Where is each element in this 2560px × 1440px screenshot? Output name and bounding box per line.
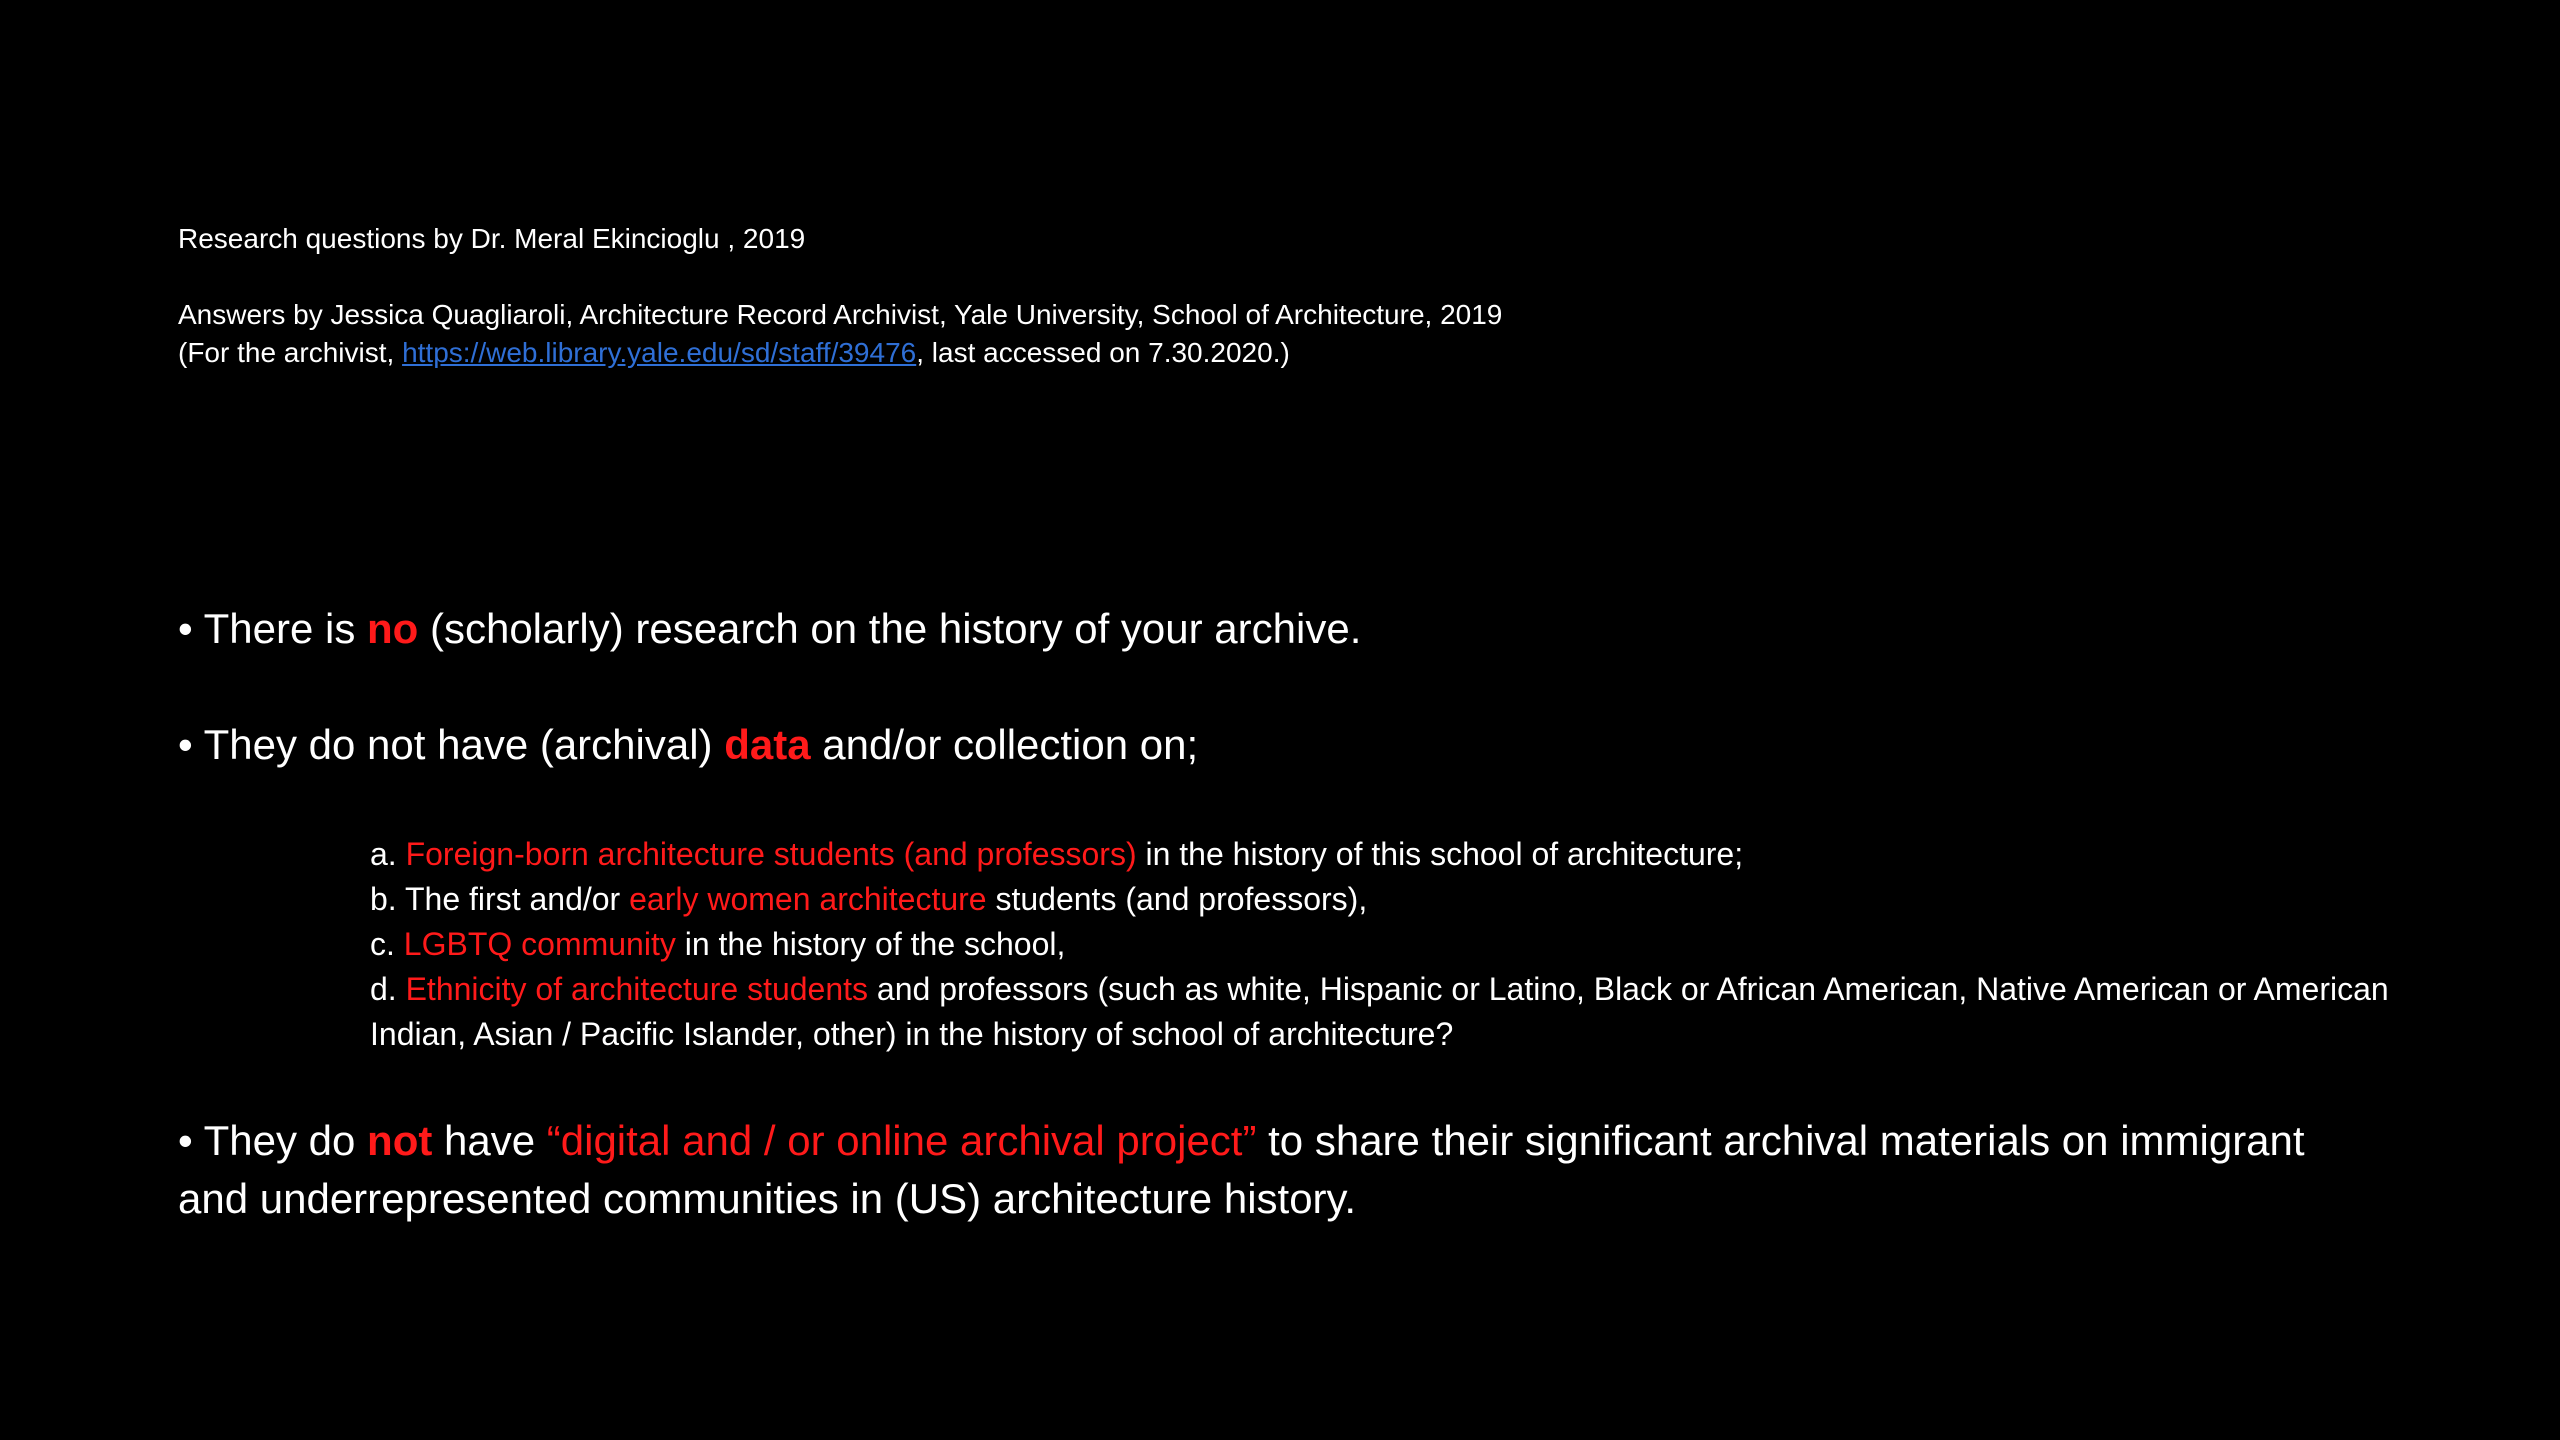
archivist-prefix: (For the archivist, (178, 337, 403, 368)
sub-item-early-women (370, 877, 2400, 922)
sub-item-a-suffix: in the history of this school of architecture; (1136, 836, 1744, 872)
research-questions-line (178, 220, 2378, 258)
sub-item-b-suffix: students (and professors), (986, 881, 1368, 917)
sub-item-lgbtq (370, 922, 2400, 967)
sub-item-a-highlight: Foreign-born architecture students (and professors) (405, 836, 1137, 872)
bullet-no-data (178, 716, 1198, 774)
bullet-2-highlight: data (724, 721, 811, 768)
archivist-suffix: , last accessed on 7.30.2020.) (916, 337, 1290, 368)
sub-item-a-prefix: a. (370, 836, 406, 872)
bullet-3-suffix: to share their significant archival materials on immigrant and underrepresented communities in (US) architecture history. (178, 1117, 2305, 1222)
archivist-line (178, 334, 2378, 372)
sub-item-d-suffix: and professors (such as white, Hispanic or Latino, Black or African American, Native American or American Indian, Asian / Pacific Islander, other) in the history of school of architecture? (370, 971, 2389, 1052)
bullet-1-highlight: no (367, 605, 419, 652)
archivist-link[interactable]: https://web.library.yale.edu/sd/staff/39476 (402, 337, 917, 368)
bullet-no-digital-project (178, 1112, 2378, 1228)
research-questions-text: Research questions by Dr. Meral Ekincioglu , 2019 (178, 223, 806, 254)
bullet-3-middle: have (432, 1117, 547, 1164)
sub-item-c-prefix: c. (370, 926, 404, 962)
bullet-2-suffix: and/or collection on; (810, 721, 1199, 768)
sub-item-ethnicity (370, 967, 2400, 1057)
sub-item-b-prefix: b. The first and/or (370, 881, 630, 917)
bullet-1-suffix: (scholarly) research on the history of your archive. (418, 605, 1362, 652)
bullet-3-highlight: “digital and / or online archival project” (546, 1117, 1257, 1164)
sub-list (370, 832, 2400, 1057)
sub-item-foreign-born (370, 832, 2400, 877)
sub-item-c-suffix: in the history of the school, (675, 926, 1066, 962)
sub-item-b-highlight: early women architecture (629, 881, 987, 917)
bullet-1-prefix: • There is (178, 605, 367, 652)
bullet-3-not: not (367, 1117, 433, 1164)
answers-line (178, 296, 2378, 334)
sub-item-c-highlight: LGBTQ community (403, 926, 676, 962)
sub-item-d-prefix: d. (370, 971, 406, 1007)
sub-item-d-highlight: Ethnicity of architecture students (405, 971, 869, 1007)
header-gap (178, 258, 2378, 296)
bullet-2-prefix: • They do not have (archival) (178, 721, 725, 768)
bullet-3-prefix: • They do (178, 1117, 368, 1164)
header-block (178, 220, 2378, 372)
bullet-no-research (178, 600, 1361, 658)
answers-text: Answers by Jessica Quagliaroli, Architecture Record Archivist, Yale University, School of Architecture, 2019 (178, 299, 1503, 330)
